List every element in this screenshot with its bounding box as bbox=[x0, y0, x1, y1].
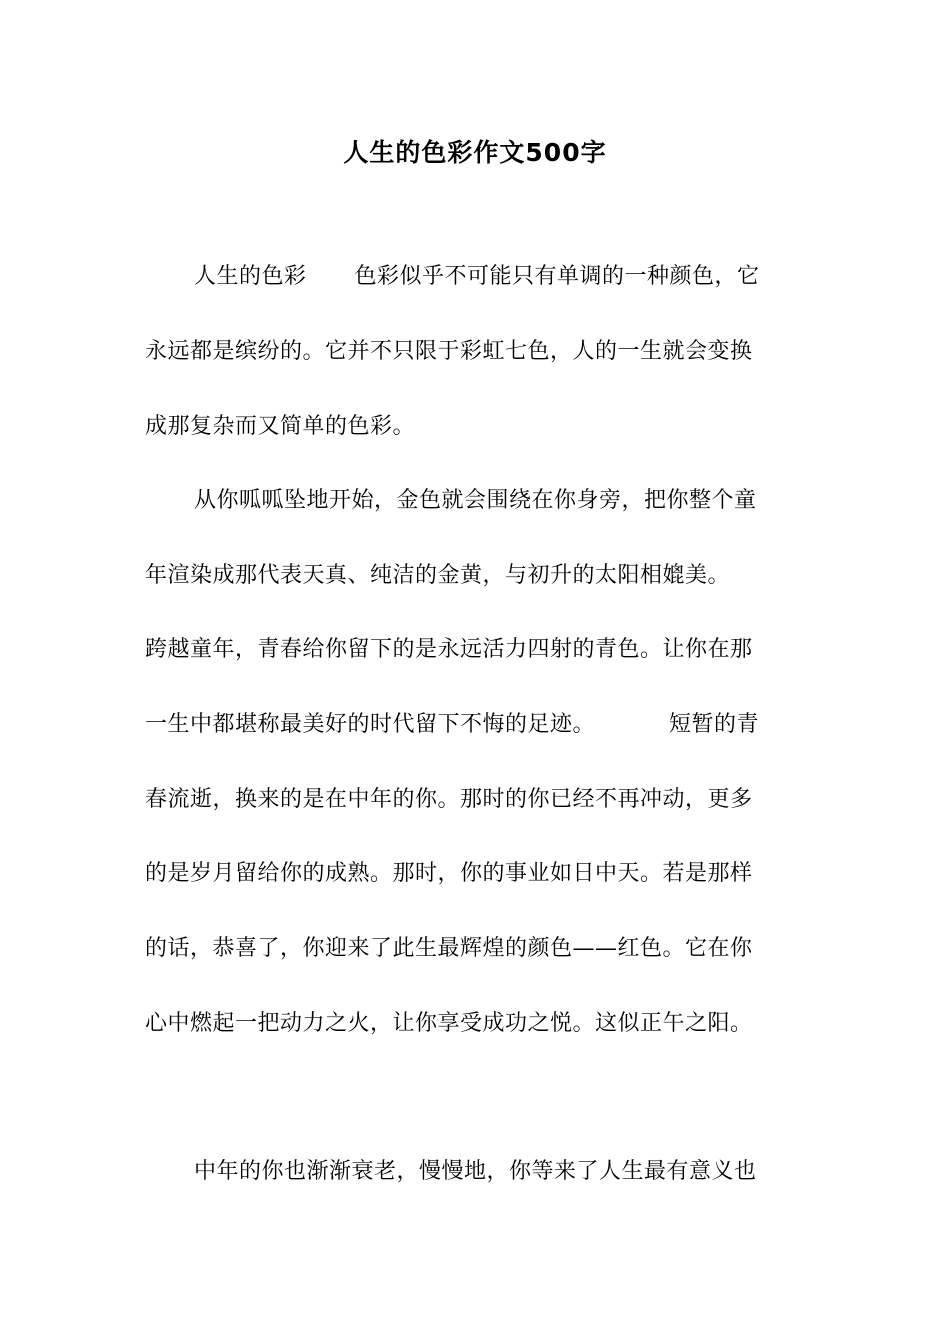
paragraph-line-4: 从你呱呱坠地开始，金色就会围绕在你身旁，把你整个童 bbox=[194, 488, 757, 513]
paragraph-line-6: 跨越童年，青春给你留下的是永远活力四射的青色。让你在那 bbox=[145, 637, 753, 662]
paragraph-line-7 bbox=[145, 710, 805, 740]
document-title: 人生的色彩作文500字 bbox=[343, 138, 607, 167]
paragraph-line-1-part-b: 色彩似乎不可能只有单调的一种颜色，它 bbox=[354, 264, 760, 289]
paragraph-line-10: 的话，恭喜了，你迎来了此生最辉煌的颜色——红色。它在你 bbox=[145, 936, 753, 961]
paragraph-line-3: 成那复杂而又简单的色彩。 bbox=[145, 414, 416, 439]
paragraph-line-12: 中年的你也渐渐衰老，慢慢地，你等来了人生最有意义也 bbox=[194, 1159, 757, 1184]
paragraph-line-8: 春流逝，换来的是在中年的你。那时的你已经不再冲动，更多 bbox=[145, 787, 753, 812]
paragraph-line-9: 的是岁月留给你的成熟。那时，你的事业如日中天。若是那样 bbox=[145, 861, 753, 886]
paragraph-line-7-part-b: 短暂的青 bbox=[669, 712, 760, 737]
paragraph-line-2: 永远都是缤纷的。它并不只限于彩虹七色，人的一生就会变换 bbox=[145, 339, 753, 364]
paragraph-line-11: 心中燃起一把动力之火，让你享受成功之悦。这似正午之阳。 bbox=[145, 1011, 753, 1036]
paragraph-line-1-part-a: 人生的色彩 bbox=[194, 264, 307, 289]
paragraph-line-7-part-a: 一生中都堪称最美好的时代留下不悔的足迹。 bbox=[145, 712, 596, 737]
paragraph-line-5: 年渲染成那代表天真、纯洁的金黄，与初升的太阳相媲美。 bbox=[145, 563, 731, 588]
paragraph-line-1 bbox=[194, 262, 805, 292]
